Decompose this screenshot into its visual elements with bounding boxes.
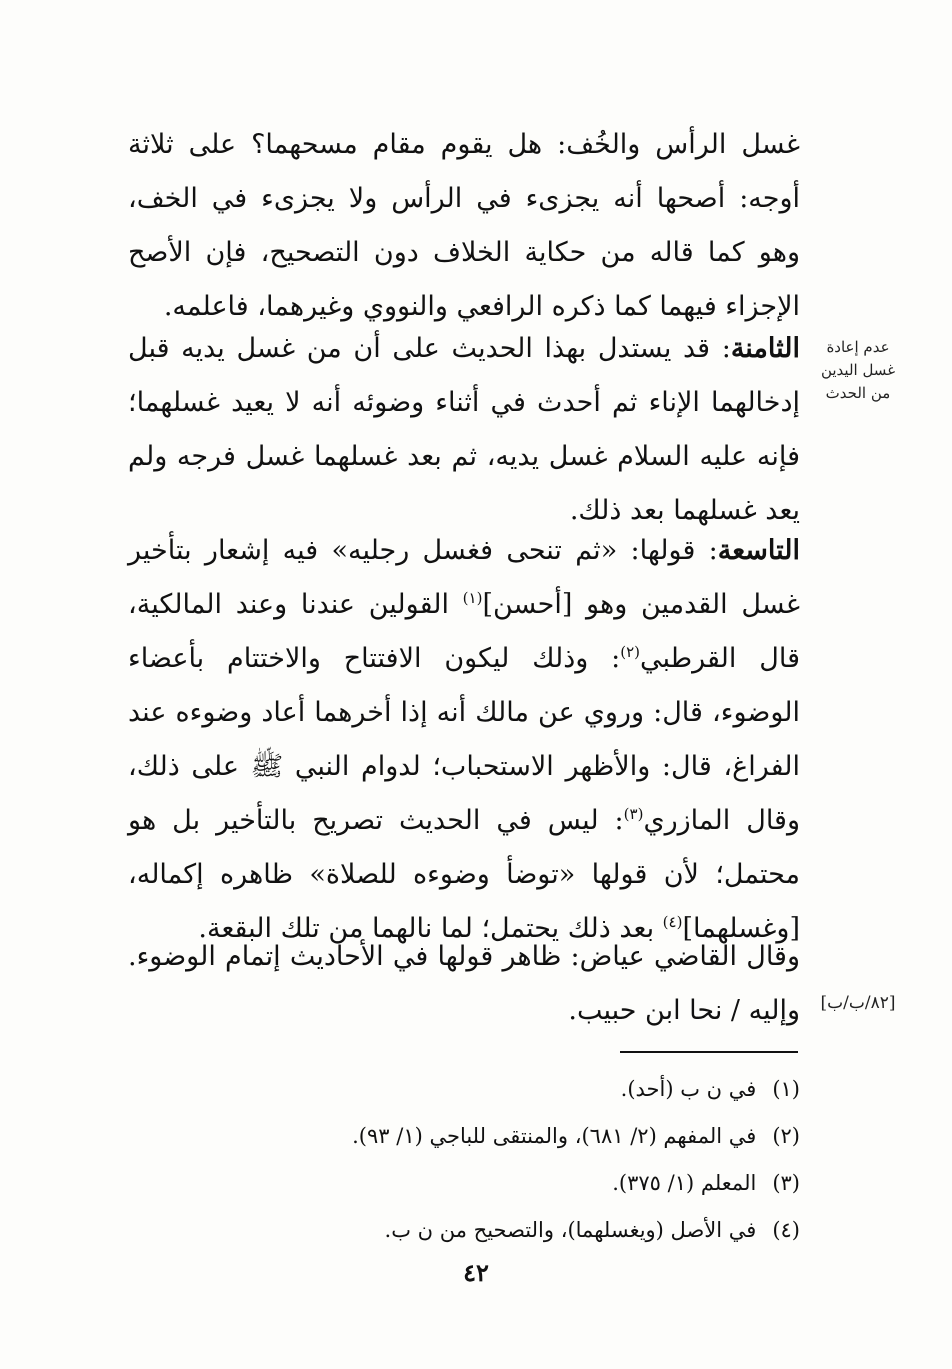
footnote-number: (٣): [772, 1171, 800, 1195]
paragraph-text: القولين عندنا وعند المالكية، قال القرطبي: [128, 589, 800, 674]
paragraph-text: غسل الرأس والخُف: هل يقوم مقام مسحهما؟ على ثلاثة أوجه: أصحها أنه يجزىء في الرأس ولا يجزىء في الخف، وهو كما قاله من حكاية الخلاف دون التصحيح، فإن الأصح الإجزاء فيهما كما ذكره الرافعي والنووي وغيرهما، فاعلمه.: [128, 129, 800, 322]
margin-note-topic: عدم إعادة غسل اليدين من الحدث: [820, 338, 896, 402]
footnotes: [200, 1066, 800, 1254]
paragraph-heading-ninth: التاسعة: [717, 535, 800, 566]
paragraph-text: : وذلك ليكون الافتتاح والاختتام بأعضاء الوضوء، قال: وروي عن مالك أنه إذا أخرهما أعاد وضوءه عند الفراغ، قال: والأظهر الاستحباب؛ لدوام النبي ﷺ على ذلك، وقال المازري: [128, 643, 800, 836]
paragraph-eighth: [128, 322, 800, 538]
footnote-item: [200, 1066, 800, 1113]
page-number: ٤٢: [463, 1258, 489, 1287]
footnote-ref-1[interactable]: (١): [462, 589, 483, 607]
paragraph-ninth: [128, 524, 800, 956]
paragraph-heading-eighth: الثامنة: [730, 333, 800, 364]
paragraph-text: بعد ذلك يحتمل؛ لما نالهما من تلك البقعة.: [198, 913, 663, 944]
footnote-item: [200, 1160, 800, 1207]
footnote-text: في الأصل (ويغسلهما)، والتصحيح من ن ب.: [384, 1218, 757, 1242]
footnote-text: في ن ب (أحد).: [620, 1077, 757, 1101]
margin-note-manuscript-ref: [٨٢/ب/ب]: [820, 993, 896, 1013]
paragraph-text: : قد يستدل بهذا الحديث على أن من غسل يديه قبل إدخالهما الإناء ثم أحدث في أثناء وضوئه أنه لا يعيد غسلهما؛ فإنه عليه السلام غسل يديه، ثم بعد غسلهما غسل فرجه ولم يعد غسلهما بعد ذلك.: [128, 333, 800, 526]
footnote-ref-4[interactable]: (٤): [662, 913, 683, 931]
footnote-text: في المفهم (٢/ ٦٨١)، والمنتقى للباجي (١/ ٩٣).: [352, 1124, 757, 1148]
footnote-separator: [620, 1051, 798, 1053]
footnote-text: المعلم (١/ ٣٧٥).: [612, 1171, 757, 1195]
footnote-number: (٤): [772, 1218, 800, 1242]
footnote-ref-3[interactable]: (٣): [623, 805, 644, 823]
footnote-number: (١): [772, 1077, 800, 1101]
paragraph-text: : قولها: «ثم تنحى فغسل رجليه» فيه إشعار بتأخير غسل القدمين وهو [أحسن]: [128, 535, 800, 620]
paragraph-wash-head-khuff: [128, 118, 800, 334]
footnote-item: [200, 1113, 800, 1160]
footnote-ref-2[interactable]: (٢): [620, 643, 640, 661]
paragraph-text: وقال القاضي عياض: ظاهر قولها في الأحاديث إتمام الوضوء. وإليه / نحا ابن حبيب.: [128, 941, 800, 1026]
paragraph-text: : ليس في الحديث تصريح بالتأخير بل هو محتمل؛ لأن قولها «توضأ وضوءه للصلاة» ظاهره إكماله، [وغسلهما]: [128, 805, 800, 944]
paragraph-qadi-iyad: [128, 930, 800, 1038]
footnote-item: [200, 1207, 800, 1254]
footnote-number: (٢): [772, 1124, 800, 1148]
